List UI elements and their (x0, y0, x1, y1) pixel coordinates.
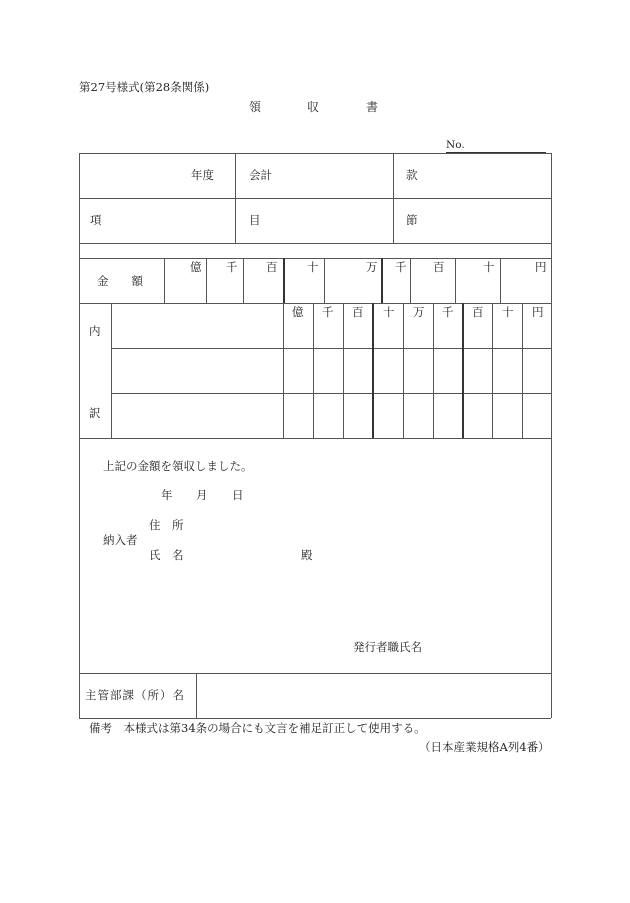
amount-unit-sen-2: 千 (395, 260, 407, 274)
breakdown-unit-sen: 千 (322, 305, 334, 319)
title-char-2: 収 (307, 100, 320, 114)
amount-unit-en: 円 (535, 260, 547, 274)
breakdown-unit-hyaku-2: 百 (472, 305, 484, 319)
title-char-1: 領 (249, 100, 262, 114)
date-year-label: 年 (161, 488, 173, 502)
breakdown-unit-en: 円 (532, 305, 544, 319)
account-label: 会計 (249, 168, 272, 182)
honorific-label: 殿 (301, 548, 313, 562)
address-label: 住 所 (149, 518, 184, 532)
title-char-3: 書 (366, 100, 379, 114)
name-label: 氏 名 (149, 548, 184, 562)
remarks-note: 備考 本様式は第34条の場合にも文言を補足訂正して使用する。 (89, 721, 426, 735)
breakdown-unit-sen-2: 千 (442, 305, 454, 319)
receipt-statement: 上記の金額を領収しました。 (103, 459, 253, 473)
breakdown-unit-oku: 億 (292, 305, 304, 319)
amount-unit-juu-2: 十 (483, 260, 495, 274)
no-label: No. (446, 139, 465, 151)
breakdown-unit-juu: 十 (383, 305, 395, 319)
setsu-label: 節 (406, 213, 418, 227)
breakdown-label-top: 内 (89, 324, 101, 338)
standard-note: （日本産業規格A列4番） (419, 740, 550, 754)
kou-label: 項 (90, 213, 102, 227)
amount-unit-oku: 億 (190, 260, 202, 274)
breakdown-unit-juu-2: 十 (502, 305, 514, 319)
breakdown-label-bottom: 訳 (89, 406, 101, 420)
breakdown-unit-hyaku: 百 (352, 305, 364, 319)
fiscal-year-label: 年度 (191, 168, 214, 182)
amount-unit-hyaku: 百 (266, 260, 278, 274)
amount-unit-hyaku-2: 百 (433, 260, 445, 274)
date-month-label: 月 (196, 488, 208, 502)
department-label: 主管部課（所）名 (85, 688, 185, 702)
breakdown-unit-man: 万 (413, 305, 425, 319)
issuer-label: 発行者職氏名 (353, 640, 422, 654)
amount-unit-man: 万 (366, 260, 378, 274)
payer-label: 納入者 (103, 533, 138, 547)
moku-label: 目 (249, 213, 261, 227)
amount-unit-juu: 十 (307, 260, 319, 274)
date-day-label: 日 (232, 488, 244, 502)
form-number: 第27号様式(第28条関係) (79, 80, 210, 94)
amount-label: 金 額 (97, 274, 143, 288)
kan-label: 款 (406, 168, 418, 182)
amount-unit-sen: 千 (226, 260, 238, 274)
